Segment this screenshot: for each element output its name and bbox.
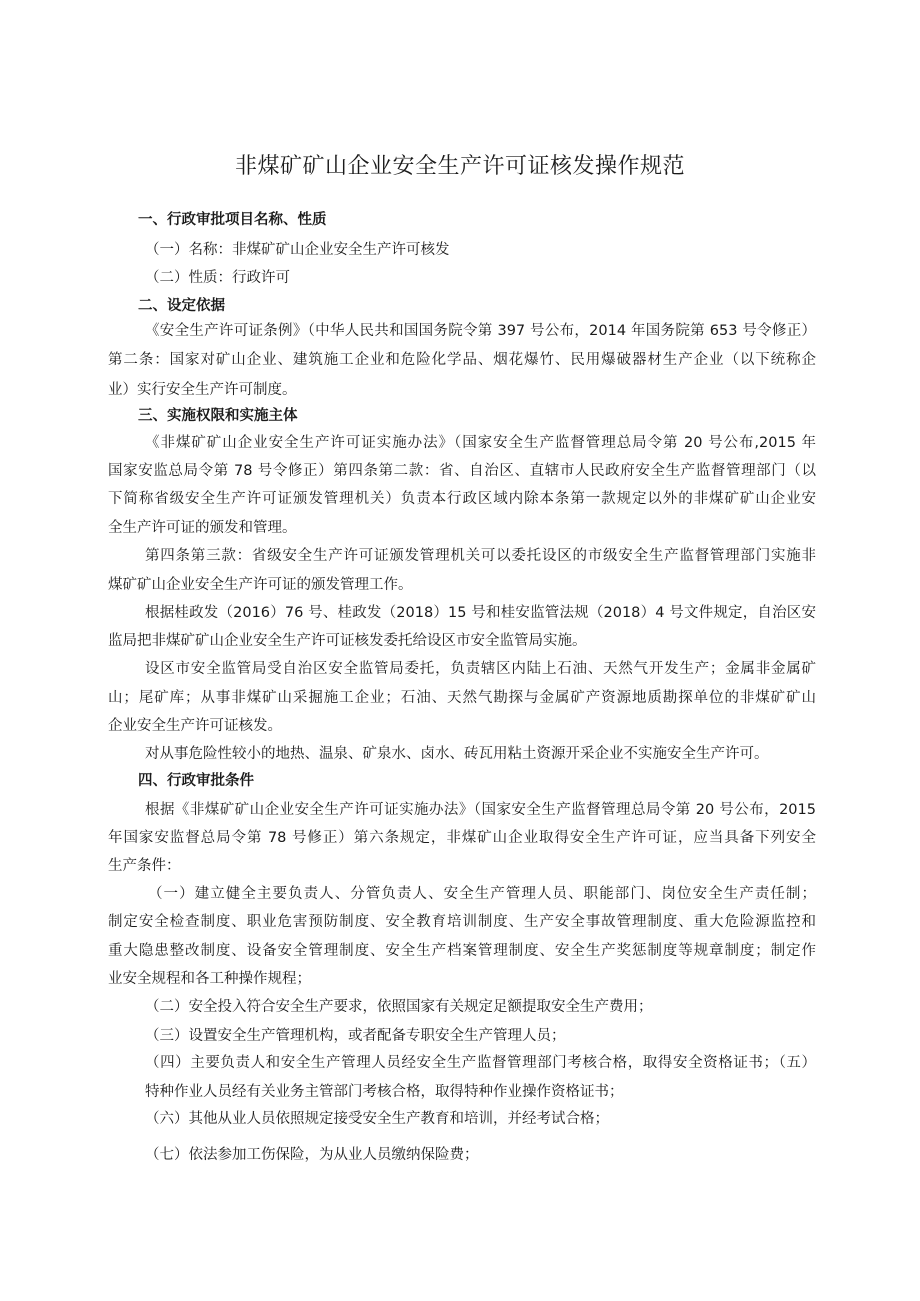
document-title: 非煤矿矿山企业安全生产许可证核发操作规范 xyxy=(234,154,685,179)
paragraph-line: （二）安全投入符合安全生产要求，依照国家有关规定足额提取安全生产费用； xyxy=(145,999,653,1015)
paragraph-line: 煤矿矿山企业安全生产许可证的颁发管理工作。 xyxy=(108,577,413,593)
paragraph-line: 对从事危险性较小的地热、温泉、矿泉水、卤水、砖瓦用粘土资源开采企业不实施安全生产许可。 xyxy=(145,746,769,762)
paragraph-line: （三）设置安全生产管理机构，或者配备专职安全生产管理人员； xyxy=(145,1028,566,1044)
paragraph-line: 根据桂政发（2016）76 号、桂政发（2018）15 号和桂安监管法规（2018）4 号文件规定，自治区安 xyxy=(145,605,816,621)
paragraph-line: （一）建立健全主要负责人、分管负责人、安全生产管理人员、职能部门、岗位安全生产责任制； xyxy=(148,886,816,902)
section-heading-4: 四、行政审批条件 xyxy=(138,773,254,789)
paragraph-line: 第二条：国家对矿山企业、建筑施工企业和危险化学品、烟花爆竹、民用爆破器材生产企业（以下统称企 xyxy=(108,352,816,368)
paragraph-line: （七）依法参加工伤保险，为从业人员缴纳保险费； xyxy=(145,1147,479,1163)
paragraph-line: 特种作业人员经有关业务主管部门考核合格，取得特种作业操作资格证书； xyxy=(145,1084,624,1100)
paragraph-line: 重大隐患整改制度、设备安全管理制度、安全生产档案管理制度、安全生产奖惩制度等规章制度；制定作 xyxy=(108,943,816,959)
paragraph-line: 设区市安全监管局受自治区安全监管局委托，负责辖区内陆上石油、天然气开发生产；金属非金属矿 xyxy=(145,661,816,677)
paragraph-line: 企业安全生产许可证核发。 xyxy=(108,718,282,734)
paragraph-line: 业安全规程和各工种操作规程； xyxy=(108,971,311,987)
paragraph-line: （四）主要负责人和安全生产管理人员经安全生产监督管理部门考核合格，取得安全资格证书；（五） xyxy=(145,1055,816,1071)
paragraph-line: 生产条件： xyxy=(108,858,181,874)
section-heading-3: 三、实施权限和实施主体 xyxy=(138,408,298,424)
paragraph-line: 制定安全检查制度、职业危害预防制度、安全教育培训制度、生产安全事故管理制度、重大危险源监控和 xyxy=(108,914,816,930)
section-heading-2: 二、设定依据 xyxy=(138,298,225,314)
paragraph-line: （六）其他从业人员依照规定接受安全生产教育和培训，并经考试合格； xyxy=(145,1111,609,1127)
paragraph-line: 年国家安监督总局令第 78 号修正）第六条规定，非煤矿山企业取得安全生产许可证，应当具备下列安全 xyxy=(108,830,816,846)
section-heading-1: 一、行政审批项目名称、性质 xyxy=(138,212,327,228)
paragraph-line: 国家安监总局令第 78 号令修正）第四条第二款：省、自治区、直辖市人民政府安全生产监督管理部门（以 xyxy=(108,463,816,479)
paragraph-line: 全生产许可证的颁发和管理。 xyxy=(108,520,297,536)
paragraph-line: 第四条第三款：省级安全生产许可证颁发管理机关可以委托设区的市级安全生产监督管理部门实施非 xyxy=(145,548,816,564)
paragraph-line: 《非煤矿矿山企业安全生产许可证实施办法》（国家安全生产监督管理总局令第 20 号公布,2015 年 xyxy=(145,435,816,451)
paragraph-line: 业）实行安全生产许可制度。 xyxy=(108,382,297,398)
paragraph-line: （一）名称：非煤矿矿山企业安全生产许可核发 xyxy=(145,242,450,258)
paragraph-line: 根据《非煤矿矿山企业安全生产许可证实施办法》（国家安全生产监督管理总局令第 20 号公布，2015 xyxy=(145,802,816,818)
paragraph-line: 下简称省级安全生产许可证颁发管理机关）负责本行政区域内除本条第一款规定以外的非煤矿矿山企业安 xyxy=(108,491,816,507)
paragraph-line: 《安全生产许可证条例》（中华人民共和国国务院令第 397 号公布，2014 年国务院第 653 号令修正） xyxy=(145,323,816,339)
paragraph-line: 监局把非煤矿矿山企业安全生产许可证核发委托给设区市安全监管局实施。 xyxy=(108,633,587,649)
paragraph-line: 山；尾矿库；从事非煤矿山采掘施工企业；石油、天然气勘探与金属矿产资源地质勘探单位的非煤矿矿山 xyxy=(108,690,816,706)
paragraph-line: （二）性质：行政许可 xyxy=(145,270,290,286)
